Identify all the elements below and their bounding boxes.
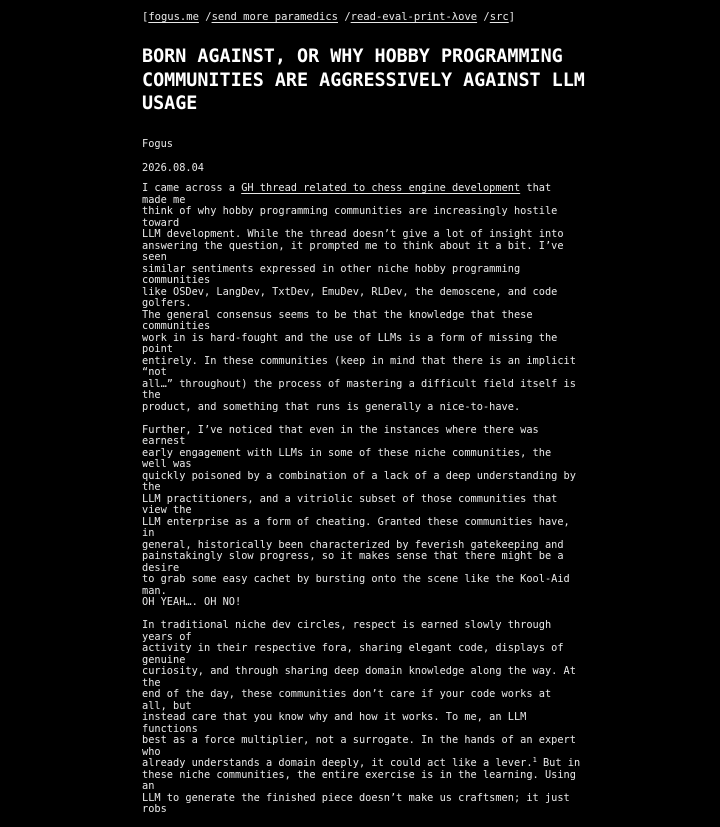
nav-open-bracket: [: [142, 11, 149, 23]
paragraph-2: Further, I’ve noticed that even in the instances where there was earnest early engagement with LLMs in some of these niche communities, the well was quickly poisoned by a combination of a lack of a deep understanding by the LLM practitioners, and a vitriolic subset of those communities that view the LLM enterprise as a form of cheating. Granted these communities have, in general, historically been characterized by feverish gatekeeping and painstakingly slow progress, so it makes sense that there might be a desire to grab some easy cachet by bursting onto the scene like the Kool-Aid man. OH YEAH…. OH NO!: [142, 423, 576, 608]
footnote-marker-1[interactable]: 1: [532, 756, 537, 764]
article-body: [142, 183, 582, 827]
publish-date: 2026.08.04: [142, 162, 204, 174]
paragraph-3: [142, 620, 582, 816]
paragraph-3-text: In traditional niche dev circles, respect is earned slowly through years of activity in their respective fora, sharing elegant code, displays of genuine curiosity, and through sharing deep domain knowledge along the way. At the end of the day, these communities don’t care if your code works at all, but instead care that you know why and how it works. To me, an LLM functions best as a force multiplier, not a surrogate. In the hands of an expert who already understands a domain deeply, it could act like a lever.: [142, 619, 576, 769]
nav-link-read-eval-print-love[interactable]: read-eval-print-λove: [350, 11, 478, 23]
nav-separator: /: [198, 11, 212, 23]
paragraph-1-intro: I came across a: [142, 182, 242, 194]
nav-separator: /: [338, 11, 351, 23]
nav-link-send-more-paramedics[interactable]: send more paramedics: [211, 11, 338, 23]
paragraph-1: [142, 183, 582, 413]
nav-close-bracket: ]: [508, 11, 516, 23]
nav-link-fogus-me[interactable]: fogus.me: [148, 11, 199, 23]
gh-thread-link[interactable]: GH thread related to chess engine development: [241, 182, 521, 194]
nav-separator: /: [477, 11, 490, 23]
paragraph-3-continued: But in these niche communities, the entire exercise is in the learning. Using an LLM to generate the finished piece doesn’t make us craftsmen; it just robs: [142, 757, 581, 815]
author-name: Fogus: [142, 138, 173, 150]
nav-link-src[interactable]: src: [489, 11, 509, 23]
page-title: BORN AGAINST, OR WHY HOBBY PROGRAMMING COMMUNITIES ARE AGGRESSIVELY AGAINST LLM USAGE: [142, 46, 585, 114]
top-nav: [142, 10, 515, 24]
paragraph-1-text: that made me think of why hobby programming communities are increasingly hostile toward LLM development. While the thread doesn’t give a lot of insight into answering the question, it prompted me to think about it a bit. I’ve seen similar sentiments expressed in other niche hobby programming communities like OSDev, LangDev, TxtDev, EmuDev, RLDev, the demoscene, and code golfers. The general consensus seems to be that the knowledge that these communities work in is hard-fought and the use of LLMs is a form of missing the point entirely. In these communities (keep in mind that there is an implicit “not all…” throughout) the process of mastering a difficult field itself is the product, and something that runs is generally a nice-to-have.: [142, 182, 576, 413]
